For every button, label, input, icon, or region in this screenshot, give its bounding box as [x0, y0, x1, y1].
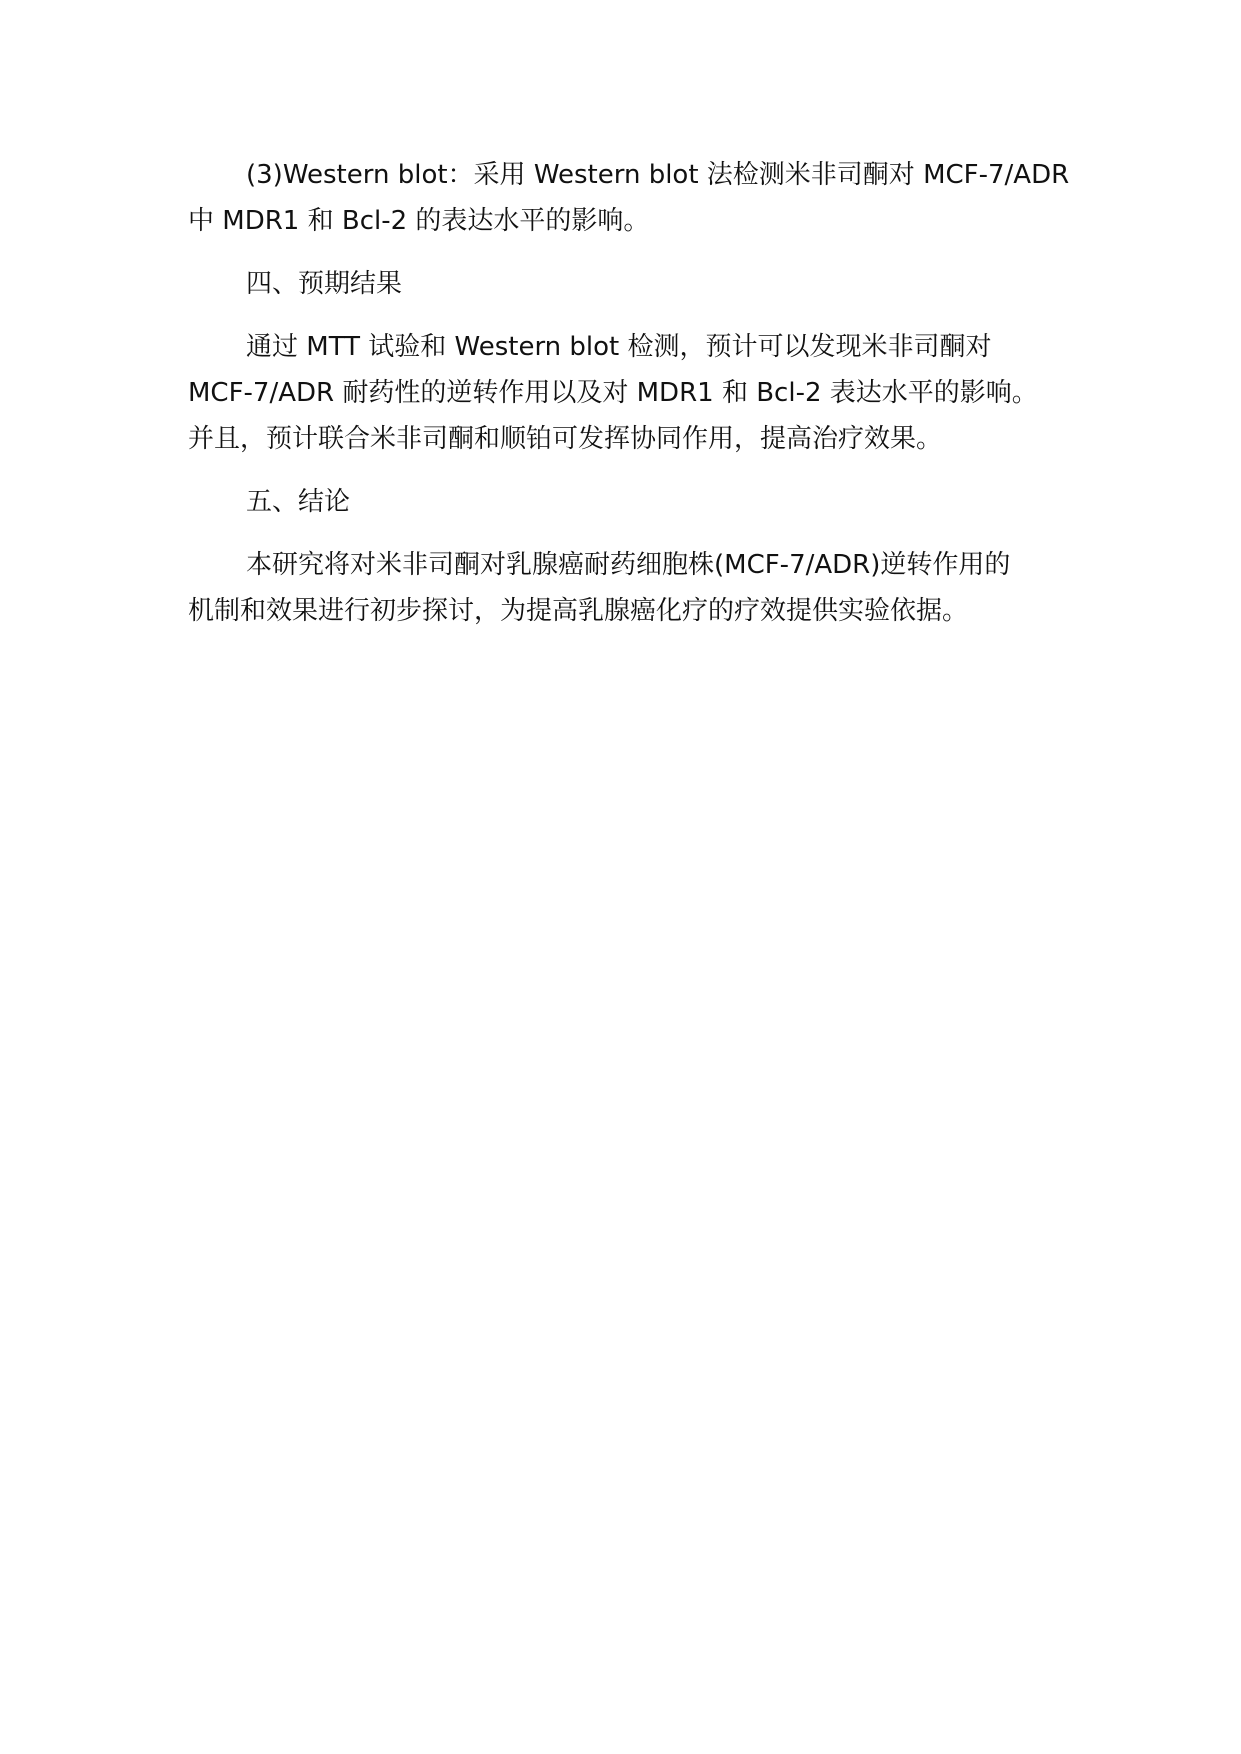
paragraph-line: 机制和效果进行初步探讨，为提高乳腺癌化疗的疗效提供实验依据。 [188, 596, 969, 626]
paragraph-line: MCF-7/ADR 耐药性的逆转作用以及对 MDR1 和 Bcl-2 表达水平的影响。 [188, 378, 1038, 408]
paragraph-western-blot [188, 152, 1070, 244]
section-heading-expected-results: 四、预期结果 [246, 269, 403, 299]
paragraph-line: 并且，预计联合米非司酮和顺铂可发挥协同作用，提高治疗效果。 [188, 424, 943, 454]
paragraph-conclusion [188, 542, 1058, 634]
document-body [188, 152, 1070, 651]
paragraph-expected-results [188, 324, 1058, 462]
section-heading-conclusion: 五、结论 [246, 487, 351, 517]
paragraph-line: (3)Western blot：采用 Western blot 法检测米非司酮对 MCF-7/ADR [246, 160, 1070, 190]
paragraph-line: 中 MDR1 和 Bcl-2 的表达水平的影响。 [188, 206, 650, 236]
paragraph-line: 本研究将对米非司酮对乳腺癌耐药细胞株(MCF-7/ADR)逆转作用的 [246, 550, 1011, 580]
paragraph-line: 通过 MTT 试验和 Western blot 检测，预计可以发现米非司酮对 [246, 332, 992, 362]
